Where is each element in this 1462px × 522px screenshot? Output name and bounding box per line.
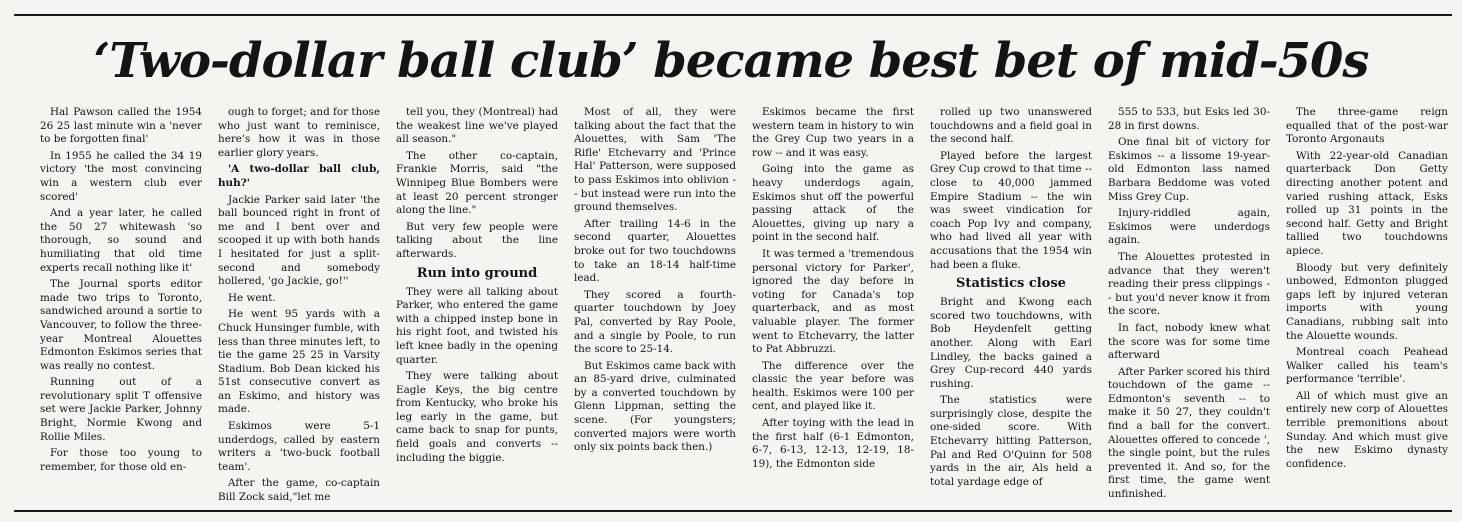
top-rule <box>14 14 1452 16</box>
paragraph: And a year later, he called the 50 27 whitewash 'so thorough, so sound and humiliating that old time experts recall nothing like it' <box>40 207 202 274</box>
paragraph: They were all talking about Parker, who entered the game with a chipped instep bone in his right foot, and twisted his left knee badly in the opening quarter. <box>396 285 558 366</box>
column-5 <box>752 106 914 504</box>
paragraph: Montreal coach Peahead Walker called his team's performance 'terrible'. <box>1286 346 1448 386</box>
paragraph: But very few people were talking about the line afterwards. <box>396 220 558 260</box>
paragraph: All of which must give an entirely new corp of Alouettes terrible premonitions about Sunday. And which must give the new Eskimo dynasty confidence. <box>1286 389 1448 470</box>
column-2 <box>218 106 380 504</box>
paragraph: 555 to 533, but Esks led 30-28 in first downs. <box>1108 106 1270 132</box>
paragraph: He went. <box>228 291 276 304</box>
paragraph: Going into the game as heavy underdogs again, Eskimos shut off the powerful passing attack of the Alouettes, giving up nary a point in the second half. <box>752 163 914 244</box>
paragraph: In 1955 he called the 34 19 victory 'the most convincing win a western club ever scored' <box>40 149 202 203</box>
column-4 <box>574 106 736 504</box>
paragraph: After toying with the lead in the first half (6-1 Edmonton, 6-7, 6-13, 12-13, 12-19, 18-19), the Edmonton side <box>752 417 914 470</box>
paragraph: He went 95 yards with a Chuck Hunsinger fumble, with less than three minutes left, to tie the game 25 25 in Varsity Stadium. Bob Dean kicked his 51st consecutive convert as an Eskimo, and history was made. <box>218 308 380 416</box>
column-3 <box>396 106 558 504</box>
column-1 <box>40 106 202 504</box>
paragraph: For those too young to remember, for those old en- <box>40 447 202 473</box>
paragraph: But Eskimos came back with an 85-yard drive, culminated by a converted touchdown by Glenn Lippman, setting the scene. (For youngsters; converted majors were worth only six points back then.) <box>574 359 736 454</box>
paragraph: The Alouettes protested in advance that they weren't reading their press clippings -- but you'd never know it from the score. <box>1108 250 1270 318</box>
paragraph: After Parker scored his third touchdown of the game -- Edmonton's seventh -- to make it 50 27, they couldn't find a ball for the convert. Alouettes offered to concede ', the single point, but the rules prevented it. And so, for the first time, the game went unfinished. <box>1108 365 1270 501</box>
paragraph: ough to forget; and for those who just want to reminisce, here's how it was in those earlier glory years. <box>218 106 380 159</box>
bottom-rule <box>14 510 1452 512</box>
paragraph: After trailing 14-6 in the second quarter, Alouettes broke out for two touchdowns to take an 18-14 half-time lead. <box>574 217 736 285</box>
paragraph: In fact, nobody knew what the score was for some time afterward <box>1108 321 1270 362</box>
paragraph: Most of all, they were talking about the fact that the Alouettes, with Sam 'The Rifle' Etchevarry and 'Prince Hal' Patterson, were supposed to pass Eskimos into oblivion -- but instead were run into the ground themselves. <box>574 106 736 214</box>
paragraph: The three-game reign equalled that of the post-war Toronto Argonauts <box>1286 106 1448 146</box>
paragraph: The Journal sports editor made two trips to Toronto, sandwiched around a sortie to Vancouver, to follow the three-year Montreal Alouettes Edmonton Eskimos series that was really no contest. <box>40 278 202 372</box>
subheading: Statistics close <box>956 276 1066 292</box>
paragraph: After the game, co-captain Bill Zock said,"let me <box>218 477 380 504</box>
paragraph: They were talking about Eagle Keys, the big centre from Kentucky, who broke his leg early in the game, but came back to snap for punts, field goals and converts -- including the biggie. <box>396 370 558 464</box>
paragraph-quote: 'A two-dollar ball club, huh?' <box>218 163 380 189</box>
column-6 <box>930 106 1092 504</box>
paragraph: rolled up two unanswered touchdowns and a field goal in the second half. <box>930 106 1092 146</box>
paragraph: Played before the largest Grey Cup crowd to that time -- close to 40,000 jammed Empire Stadium -- the win was sweet vindication for coach Pop Ivy and company, who had lived all year with accusations that the 1954 win had been a fluke. <box>930 149 1092 271</box>
paragraph: The statistics were surprisingly close, despite the one-sided score. With Etchevarry hitting Patterson, Pal and Red O'Quinn for 508 yards in the air, Als held a total yardage edge of <box>930 394 1092 488</box>
paragraph: It was termed a 'tremendous personal victory for Parker', ignored the day before in voting for Canada's top quarterback, and as most valuable player. The former went to Etchevarry, the latter to Pat Abbruzzi. <box>752 247 914 356</box>
headline: ‘Two-dollar ball club’ became best bet of mid-50s <box>93 33 1369 89</box>
paragraph: Running out of a revolutionary split T offensive set were Jackie Parker, Johnny Bright, Normie Kwong and Rollie Miles. <box>40 376 202 443</box>
article-columns <box>40 106 1448 504</box>
column-8 <box>1286 106 1448 504</box>
subheading: Run into ground <box>416 265 538 281</box>
paragraph: Bright and Kwong each scored two touchdowns, with Bob Heydenfelt getting another. Along with Earl Lindley, the backs gained a Grey Cup-record 440 yards rushing. <box>930 296 1092 390</box>
paragraph: Eskimos were 5-1 underdogs, called by eastern writers a 'two-buck football team'. <box>218 420 380 473</box>
paragraph: The difference over the classic the year before was health. Eskimos were 100 per cent, and played like it. <box>752 359 914 413</box>
paragraph: tell you, they (Montreal) had the weakest line we've played all season." <box>396 106 558 146</box>
paragraph: Bloody but very definitely unbowed, Edmonton plugged gaps left by injured veteran imports with young Canadians, rubbing salt into the Alouette wounds. <box>1286 261 1448 342</box>
paragraph: Eskimos became the first western team in history to win the Grey Cup two years in a row -- and it was easy. <box>752 106 914 159</box>
paragraph: Jackie Parker said later 'the ball bounced right in front of me and I bent over and scooped it up with both hands I hesitated for just a split-second and somebody hollered, 'go Jackie, go!'' <box>218 193 380 288</box>
paragraph: With 22-year-old Canadian quarterback Don Getty directing another potent and varied rushing attack, Esks rolled up 31 points in the second half. Getty and Bright tallied two touchdowns apiece. <box>1286 149 1448 257</box>
paragraph: One final bit of victory for Eskimos -- a lissome 19-year-old Edmonton lass named Barbara Beddome was voted Miss Grey Cup. <box>1108 136 1270 203</box>
paragraph: The other co-captain, Frankie Morris, said "the Winnipeg Blue Bombers were at least 20 percent stronger along the line." <box>396 149 558 217</box>
paragraph: Injury-riddled again, Eskimos were underdogs again. <box>1108 207 1270 247</box>
paragraph: They scored a fourth-quarter touchdown by Joey Pal, converted by Ray Poole, and a single by Poole, to run the score to 25-14. <box>574 288 736 356</box>
paragraph: Hal Pawson called the 1954 26 25 last minute win a 'never to be forgotten final' <box>40 106 202 146</box>
column-7 <box>1108 106 1270 504</box>
